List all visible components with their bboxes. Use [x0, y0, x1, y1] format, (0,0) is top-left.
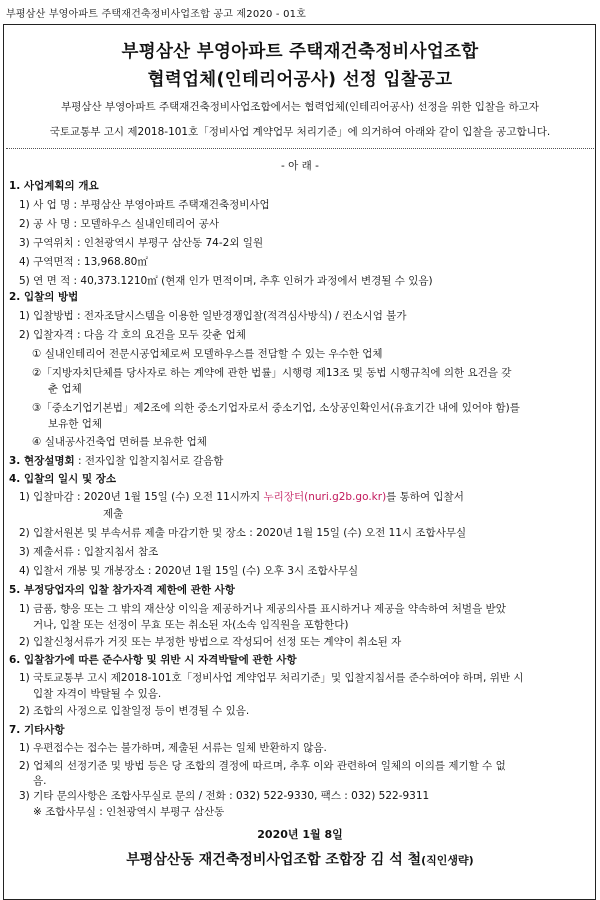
s1-item: 1) 사 업 명 : 부평삼산 부영아파트 주택재건축정비사업 — [19, 199, 270, 211]
notice-number-header: 부평삼산 부영아파트 주택재건축정비사업조합 공고 제2020 - 01호 — [6, 9, 307, 20]
section-3-heading: 3. 현장설명회 — [9, 455, 75, 467]
s1-item: 4) 구역면적 : 13,968.80㎡ — [19, 256, 148, 268]
s2-condition-3: ③「중소기업기본법」제2조에 의한 중소기업자로서 중소기업, 소상공인확인서(유효기간 내에 있어야 함)를 — [32, 402, 520, 414]
s7-item-3: 3) 기타 문의사항은 조합사무실로 문의 / 전화 : 032) 522-9330, 팩스 : 032) 522-9311 — [19, 790, 430, 802]
s5-item-1: 1) 금품, 향응 또는 그 밖의 재산상 이익을 제공하거나 제공의사를 표시하거나 제공을 약속하여 처벌을 받았 — [19, 603, 506, 615]
intro-text-line1: 부평삼산 부영아파트 주택재건축정비사업조합에서는 협력업체(인테리어공사) 선정을 위한 입찰을 하고자 — [61, 101, 539, 113]
s7-office-note: ※ 조합사무실 : 인천광역시 부평구 삼산동 — [33, 806, 225, 818]
s4-deadline-text-end: 를 통하여 입찰서 — [386, 491, 464, 503]
s2-condition-2-cont: 춘 업체 — [48, 383, 82, 395]
notice-date: 2020년 1월 8일 — [257, 828, 343, 841]
s4-deadline — [19, 491, 464, 504]
s2-qualification: 2) 입찰자격 : 다음 각 호의 요건을 모두 갖춘 업체 — [19, 329, 246, 341]
section-2-heading: 2. 입찰의 방법 — [9, 291, 79, 303]
notice-title-line2: 협력업체(인테리어공사) 선정 입찰공고 — [147, 70, 453, 90]
section-6-heading: 6. 입찰참가에 따른 준수사항 및 위반 시 자격박탈에 관한 사항 — [9, 654, 297, 666]
notice-title-line1: 부평삼산 부영아파트 주택재건축정비사업조합 — [121, 42, 479, 62]
s2-condition-4: ④ 실내공사건축업 면허를 보유한 업체 — [32, 436, 207, 448]
s4-deadline-cont: 제출 — [103, 508, 124, 520]
s2-condition-1: ① 실내인테리어 전문시공업체로써 모델하우스를 전담할 수 있는 우수한 업체 — [32, 348, 383, 360]
dotted-divider — [6, 148, 594, 149]
signature-line — [0, 849, 600, 869]
s2-condition-3-cont: 보유한 업체 — [48, 418, 103, 430]
s2-method: 1) 입찰방법 : 전자조달시스템을 이용한 일반경쟁입찰(적격심사방식) / 컨소시엄 불가 — [19, 310, 407, 322]
seal-omitted-note: (직인생략) — [421, 854, 474, 867]
intro-text-line2: 국토교통부 고시 제2018-101호「정비사업 계약업무 처리기준」에 의거하여 아래와 같이 입찰을 공고합니다. — [49, 126, 551, 138]
s4-item: 4) 입찰서 개봉 및 개봉장소 : 2020년 1월 15일 (수) 오후 3시 조합사무실 — [19, 565, 359, 577]
section-3-row — [9, 455, 223, 468]
s2-condition-2: ②「지방자치단체를 당사자로 하는 계약에 관한 법률」시행령 제13조 및 동법 시행규칙에 의한 요건을 갖 — [32, 367, 512, 379]
s4-deadline-text: 1) 입찰마감 : 2020년 1월 15일 (수) 오전 11시까지 — [19, 491, 264, 503]
s1-item: 3) 구역위치 : 인천광역시 부평구 삼산동 74-2외 일원 — [19, 237, 264, 249]
s4-item: 2) 입찰서원본 및 부속서류 제출 마감기한 및 장소 : 2020년 1월 15일 (수) 오전 11시 조합사무실 — [19, 527, 467, 539]
nuri-link[interactable]: 누리장터(nuri.g2b.go.kr) — [263, 491, 387, 503]
section-3-text: : 전자입찰 입찰지침서로 갈음함 — [74, 455, 224, 467]
s5-item-1-cont: 거나, 입찰 또는 선정이 무효 또는 취소된 자(소속 임직원을 포함한다) — [33, 619, 349, 631]
s6-item-1: 1) 국토교통부 고시 제2018-101호「정비사업 계약업무 처리기준」및 입찰지침서를 준수하여야 하며, 위반 시 — [19, 672, 524, 684]
section-4-heading: 4. 입찰의 일시 및 장소 — [9, 473, 117, 485]
section-5-heading: 5. 부정당업자의 입찰 참가자격 제한에 관한 사항 — [9, 584, 235, 596]
section-7-heading: 7. 기타사항 — [9, 724, 65, 736]
s7-item-2-cont: 음. — [33, 775, 47, 787]
below-marker: - 아 래 - — [281, 160, 319, 172]
s7-item-2: 2) 업체의 선정기준 및 방법 등은 당 조합의 결정에 따르며, 추후 이와 관련하여 일체의 이의를 제기할 수 없 — [19, 760, 506, 772]
s6-item-1-cont: 입찰 자격이 박탈될 수 있음. — [33, 688, 162, 700]
s6-item-2: 2) 조합의 사정으로 입찰일정 등이 변경될 수 있음. — [19, 705, 250, 717]
signature-main: 부평삼산동 재건축정비사업조합 조합장 김 석 철 — [126, 852, 422, 868]
s4-item: 3) 제출서류 : 입찰지침서 참조 — [19, 546, 159, 558]
section-1-heading: 1. 사업계획의 개요 — [9, 180, 99, 192]
s7-item-1: 1) 우편접수는 접수는 불가하며, 제출된 서류는 일체 반환하지 않음. — [19, 742, 327, 754]
s1-item: 5) 연 면 적 : 40,373.1210㎡ (현재 인가 면적이며, 추후 인허가 과정에서 변경될 수 있음) — [19, 275, 433, 287]
s5-item-2: 2) 입찰신청서류가 거짓 또는 부정한 방법으로 작성되어 선정 또는 계약이 취소된 자 — [19, 636, 402, 648]
s1-item: 2) 공 사 명 : 모델하우스 실내인테리어 공사 — [19, 218, 219, 230]
